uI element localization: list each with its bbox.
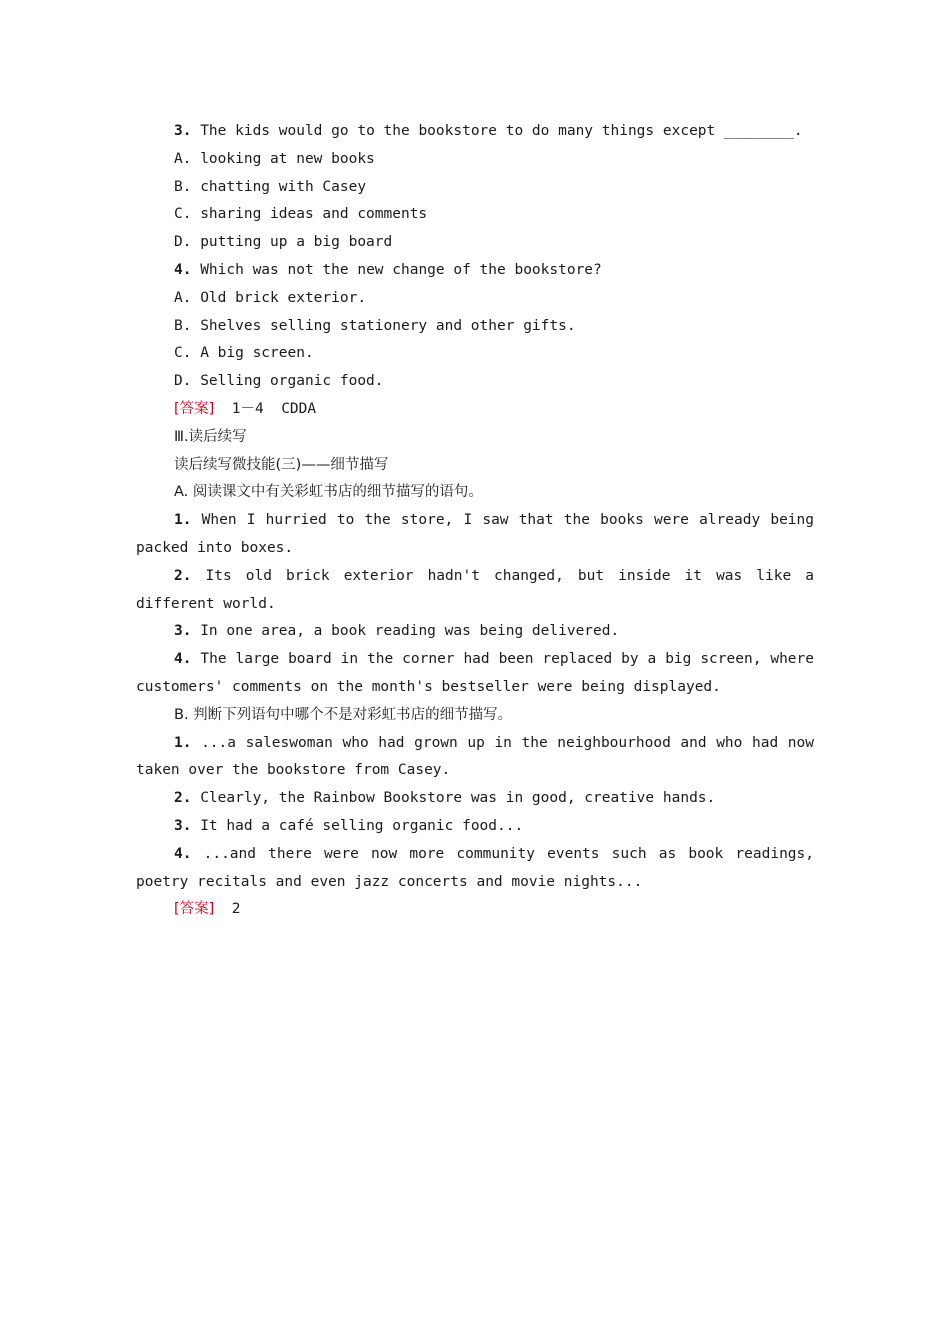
option-d: D. putting up a big board	[174, 234, 393, 251]
question-number: 4.	[174, 261, 192, 278]
item-text: The large board in the corner had been replaced by a big screen, where customers' comments on the month's bestseller were being displayed.	[136, 651, 814, 695]
item-number: 2.	[174, 567, 192, 584]
option-c: C. A big screen.	[174, 345, 314, 362]
question-stem: Which was not the new change of the bookstore?	[191, 261, 602, 278]
answer-line	[136, 396, 814, 424]
option-a: A. Old brick exterior.	[174, 289, 367, 306]
item-text: Its old brick exterior hadn't changed, but inside it was like a different world.	[136, 567, 814, 612]
item-text: When I hurried to the store, I saw that the books were already being packed into boxes.	[136, 512, 814, 556]
item-number: 1.	[174, 734, 192, 751]
option-b: B. Shelves selling stationery and other gifts.	[174, 317, 576, 334]
answer-line	[136, 896, 814, 924]
item-number: 4.	[174, 651, 192, 668]
part-a-item-3	[136, 618, 814, 646]
option-c: C. sharing ideas and comments	[174, 206, 428, 223]
document-page	[136, 118, 814, 924]
option-a: A. looking at new books	[174, 150, 375, 167]
part-b-item-1	[136, 730, 814, 786]
answer-text: 2	[214, 901, 241, 918]
question-3	[136, 118, 814, 146]
section-title: Ⅲ.读后续写	[174, 428, 247, 445]
answer-blank: ________	[723, 123, 794, 139]
part-b-item-4	[136, 841, 814, 897]
option-b: B. chatting with Casey	[174, 178, 367, 195]
item-text: ...a saleswoman who had grown up in the neighbourhood and who had now taken over the bookstore from Casey.	[136, 734, 814, 779]
section-subtitle: 读后续写微技能(三)——细节描写	[174, 456, 389, 473]
part-b-instruction: B. 判断下列语句中哪个不是对彩虹书店的细节描写。	[174, 706, 513, 723]
item-text: In one area, a book reading was being delivered.	[191, 623, 620, 640]
item-text: ...and there were now more community events such as book readings, poetry recitals and even jazz concerts and movie nights...	[136, 845, 814, 890]
item-number: 2.	[174, 790, 192, 807]
item-number: 3.	[174, 817, 192, 834]
answer-text: 1－4 CDDA	[214, 400, 317, 417]
item-text: Clearly, the Rainbow Bookstore was in good, creative hands.	[191, 790, 716, 807]
question-4	[136, 257, 814, 285]
item-number: 4.	[174, 845, 192, 862]
question-number: 3.	[174, 123, 192, 139]
part-b-item-3	[136, 813, 814, 841]
answer-tag: [答案]	[174, 400, 215, 417]
item-number: 1.	[174, 512, 192, 529]
option-d: D. Selling organic food.	[174, 373, 384, 390]
question-stem: The kids would go to the bookstore to do many things except	[191, 123, 724, 139]
part-a-item-4	[136, 646, 814, 702]
part-a-item-2	[136, 563, 814, 619]
answer-tag: [答案]	[174, 901, 215, 918]
part-b-item-2	[136, 785, 814, 813]
item-text: It had a café selling organic food...	[191, 817, 524, 834]
part-a-item-1	[136, 507, 814, 563]
part-a-instruction: A. 阅读课文中有关彩虹书店的细节描写的语句。	[174, 484, 483, 501]
item-number: 3.	[174, 623, 192, 640]
question-end: .	[793, 123, 803, 139]
